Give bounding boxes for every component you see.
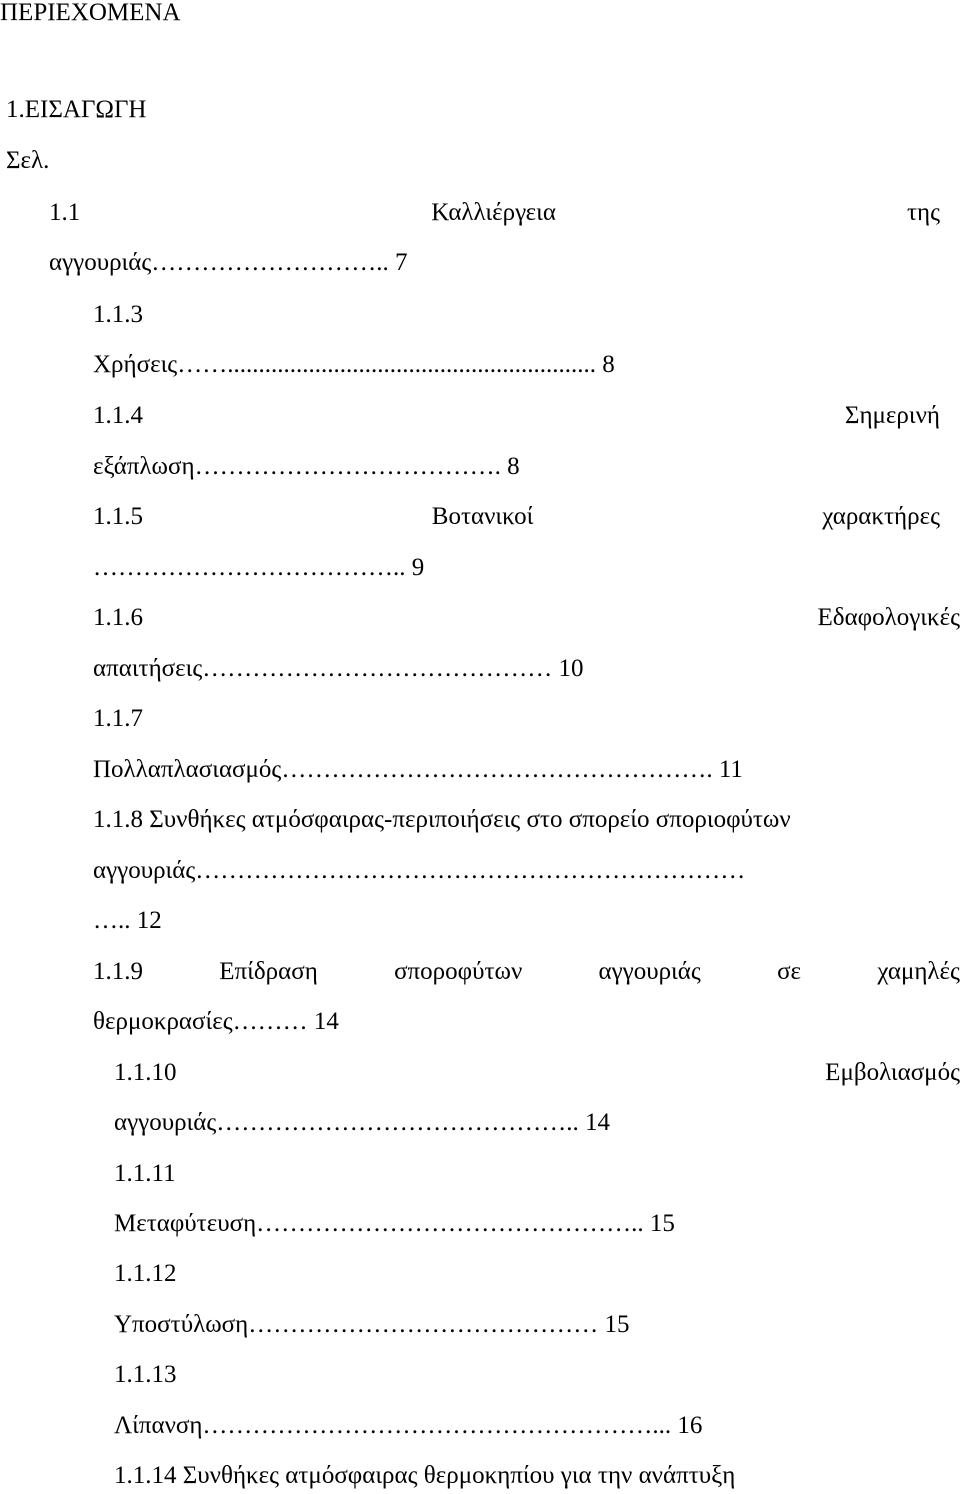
toc-entry-1-1-8-cont: αγγουριάς………………………………………………………… — [93, 857, 746, 884]
toc-entry-1-1-13-cont: Λίπανση………………………………………………... 16 — [114, 1412, 703, 1439]
toc-entry-1-1-14: 1.1.14 Συνθήκες ατμόσφαιρας θερμοκηπίου για την ανάπτυξη — [114, 1462, 736, 1489]
entry-word: σποροφύτων — [394, 958, 523, 985]
toc-entry-1-1-10-cont: αγγουριάς…………………………………….. 14 — [114, 1109, 611, 1136]
entry-word: Σημερινή — [844, 402, 940, 429]
toc-entry-1-1-5-cont: ……………………………….. 9 — [93, 554, 425, 581]
toc-entry-1-1-8-page: ….. 12 — [93, 907, 162, 934]
toc-entry-1-1-8: 1.1.8 Συνθήκες ατμόσφαιρας-περιποιήσεις στο σπορείο σποριοφύτων — [93, 806, 791, 833]
entry-word: Βοτανικοί — [431, 503, 534, 530]
toc-entry-1-1-4-cont: εξάπλωση………………………………. 8 — [93, 453, 520, 480]
entry-word: σε — [777, 958, 802, 985]
toc-entry-1-1-9-cont: θερμοκρασίες……… 14 — [93, 1008, 339, 1035]
chapter-title: 1.ΕΙΣΑΓΩΓΗ — [6, 96, 147, 123]
toc-entry-1-1-11-number: 1.1.11 — [114, 1160, 176, 1187]
toc-entry-1-1-3-number: 1.1.3 — [93, 301, 143, 328]
entry-number: 1.1.9 — [93, 958, 143, 985]
entry-number: 1.1.10 — [114, 1059, 177, 1086]
toc-entry-1-1-cont: αγγουριάς……………………….. 7 — [49, 249, 408, 276]
entry-number: 1.1 — [49, 199, 81, 226]
entry-number: 1.1.4 — [93, 402, 143, 429]
toc-entry-1-1-5 — [93, 500, 940, 534]
entry-word: Καλλιέργεια — [431, 199, 557, 226]
toc-entry-1-1-6-cont: απαιτήσεις…………………………………… 10 — [93, 655, 584, 682]
toc-entry-1-1 — [49, 196, 940, 230]
entry-number: 1.1.6 — [93, 604, 143, 631]
entry-word: αγγουριάς — [598, 958, 701, 985]
toc-entry-1-1-13-number: 1.1.13 — [114, 1361, 177, 1388]
toc-entry-1-1-11-cont: Μεταφύτευση……………………………………….. 15 — [114, 1210, 675, 1237]
entry-word: Εδαφολογικές — [817, 604, 960, 631]
entry-word: Εμβολιασμός — [825, 1059, 960, 1086]
toc-entry-1-1-6 — [93, 601, 960, 635]
toc-heading: ΠΕΡΙΕΧΟΜΕΝΑ — [0, 0, 181, 26]
toc-entry-1-1-7-cont: Πολλαπλασιασμός……………………………………………. 11 — [93, 756, 743, 783]
toc-entry-1-1-4 — [93, 399, 940, 433]
toc-entry-1-1-9 — [93, 955, 960, 989]
toc-entry-1-1-7-number: 1.1.7 — [93, 705, 143, 732]
toc-entry-1-1-12-cont: Υποστύλωση…………………………………… 15 — [114, 1311, 630, 1338]
entry-word: χαρακτήρες — [822, 503, 940, 530]
toc-entry-1-1-12-number: 1.1.12 — [114, 1260, 177, 1287]
entry-word: χαμηλές — [877, 958, 960, 985]
toc-entry-1-1-3-cont: Χρήσεις……........................................................... 8 — [93, 351, 615, 378]
entry-word: Επίδραση — [219, 958, 318, 985]
page-column-label: Σελ. — [6, 147, 50, 174]
entry-number: 1.1.5 — [93, 503, 143, 530]
toc-entry-1-1-10 — [114, 1056, 960, 1090]
entry-word: της — [906, 199, 940, 226]
